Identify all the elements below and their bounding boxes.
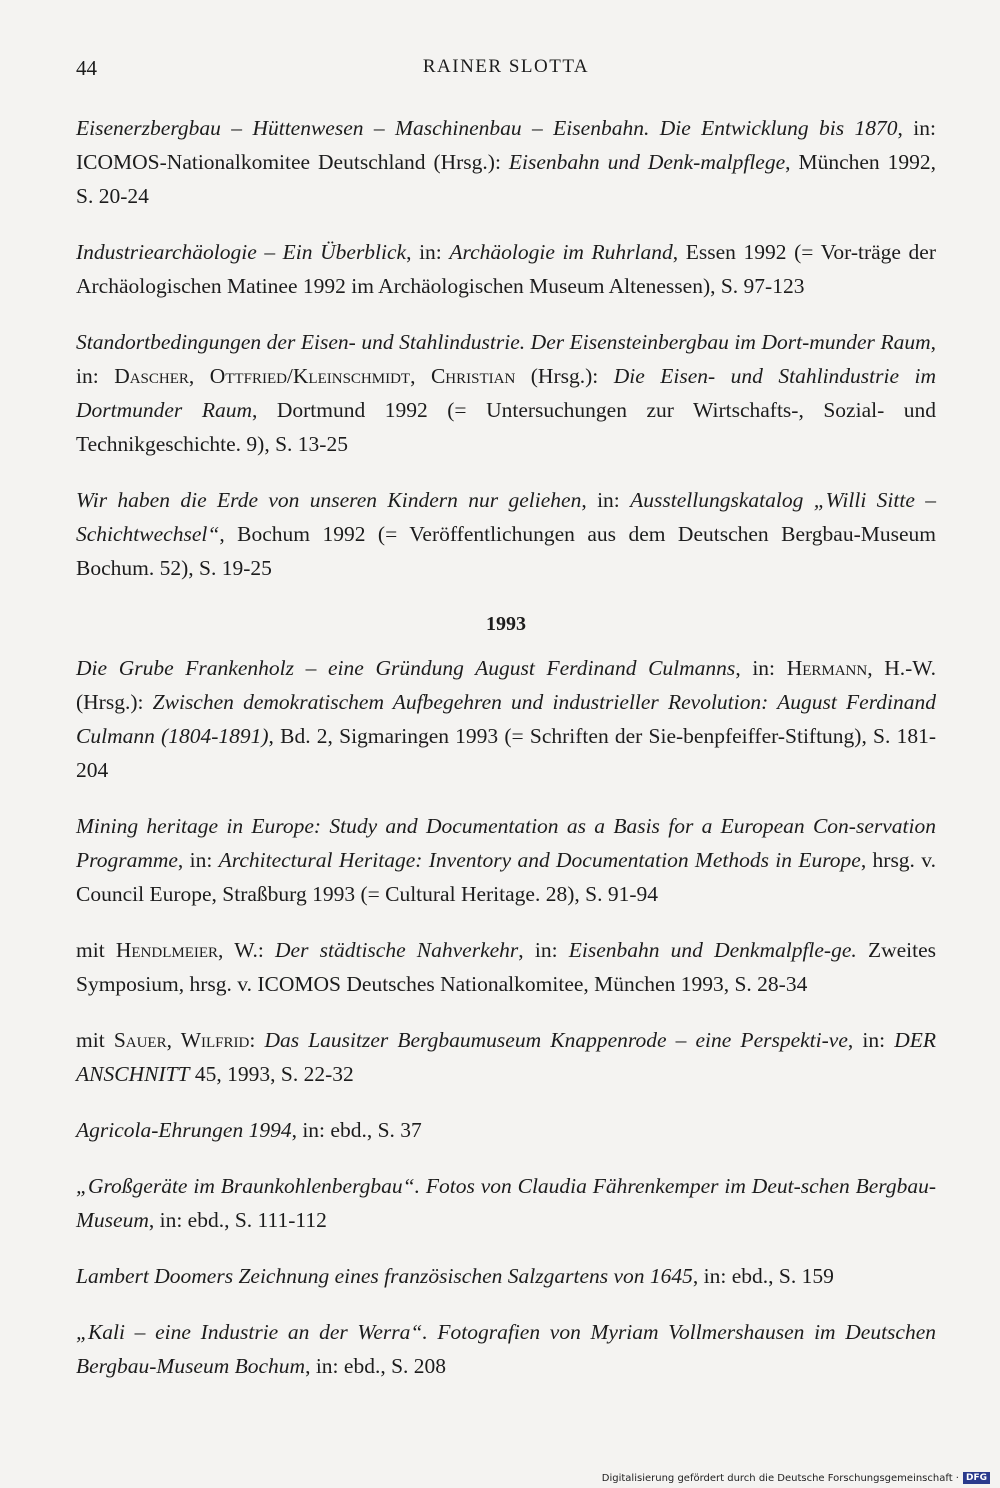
bibliography-list	[76, 111, 936, 1405]
bibliography-entry: Standortbedingungen der Eisen- und Stahlindustrie. Der Eisensteinbergbau im Dort-munder Raum, in: Dascher, Ottfried/Kleinschmidt, Christian (Hrsg.): Die Eisen- und Stahlindustrie im Dortmunder Raum, Dortmund 1992 (= Untersuchungen zur Wirtschafts-, Sozial- und Technikgeschichte. 9), S. 13-25	[76, 330, 937, 456]
bibliography-entry: Lambert Doomers Zeichnung eines französischen Salzgartens von 1645, in: ebd., S. 159	[76, 1264, 834, 1288]
digitization-footer	[602, 1472, 990, 1484]
page-header	[76, 56, 936, 86]
entries-1992	[76, 111, 936, 585]
bibliography-entry: Die Grube Frankenholz – eine Gründung August Ferdinand Culmanns, in: Hermann, H.-W. (Hrsg.): Zwischen demokratischem Aufbegehren und industrieller Revolution: August Ferdinand Culmann (1804-1891), Bd. 2, Sigmaringen 1993 (= Schriften der Sie-benpfeiffer-Stiftung), S. 181-204	[76, 656, 936, 782]
page-number: 44	[76, 56, 97, 80]
bibliography-entry: Agricola-Ehrungen 1994, in: ebd., S. 37	[76, 1118, 422, 1142]
bibliography-entry: „Großgeräte im Braunkohlenbergbau“. Fotos von Claudia Fährenkemper im Deut-schen Bergbau-Museum, in: ebd., S. 111-112	[76, 1174, 936, 1232]
bibliography-entry: Wir haben die Erde von unseren Kindern nur geliehen, in: Ausstellungskatalog „Willi Sitte – Schichtwechsel“, Bochum 1992 (= Veröffentlichungen aus dem Deutschen Bergbau-Museum Bochum. 52), S. 19-25	[76, 488, 936, 580]
footer-text: Digitalisierung gefördert durch die Deutsche Forschungsgemeinschaft ·	[601, 1472, 959, 1484]
bibliography-entry: Industriearchäologie – Ein Überblick, in: Archäologie im Ruhrland, Essen 1992 (= Vor-träge der Archäologischen Matinee 1992 im Archäologischen Museum Altenessen), S. 97-123	[76, 240, 937, 298]
bibliography-entry: Eisenerzbergbau – Hüttenwesen – Maschinenbau – Eisenbahn. Die Entwicklung bis 1870, in: ICOMOS-Nationalkomitee Deutschland (Hrsg.): Eisenbahn und Denk-malpflege, München 1992, S. 20-24	[76, 116, 937, 208]
bibliography-entry: mit Hendlmeier, W.: Der städtische Nahverkehr, in: Eisenbahn und Denkmalpfle-ge. Zweites Symposium, hrsg. v. ICOMOS Deutsches Nationalkomitee, München 1993, S. 28-34	[76, 938, 936, 996]
running-head: RAINER SLOTTA	[422, 56, 590, 77]
bibliography-entry: Mining heritage in Europe: Study and Documentation as a Basis for a European Con-servation Programme, in: Architectural Heritage: Inventory and Documentation Methods in Europe, hrsg. v. Council Europe, Straßburg 1993 (= Cultural Heritage. 28), S. 91-94	[76, 814, 936, 906]
bibliography-entry: mit Sauer, Wilfrid: Das Lausitzer Bergbaumuseum Knappenrode – eine Perspekti-ve, in: DER ANSCHNITT 45, 1993, S. 22-32	[76, 1028, 937, 1086]
bibliography-entry: „Kali – eine Industrie an der Werra“. Fotografien von Myriam Vollmershausen im Deutschen Bergbau-Museum Bochum, in: ebd., S. 208	[76, 1320, 936, 1378]
entries-1993	[76, 651, 936, 1383]
year-heading: 1993	[486, 613, 526, 635]
dfg-logo-icon: DFG	[963, 1472, 990, 1484]
